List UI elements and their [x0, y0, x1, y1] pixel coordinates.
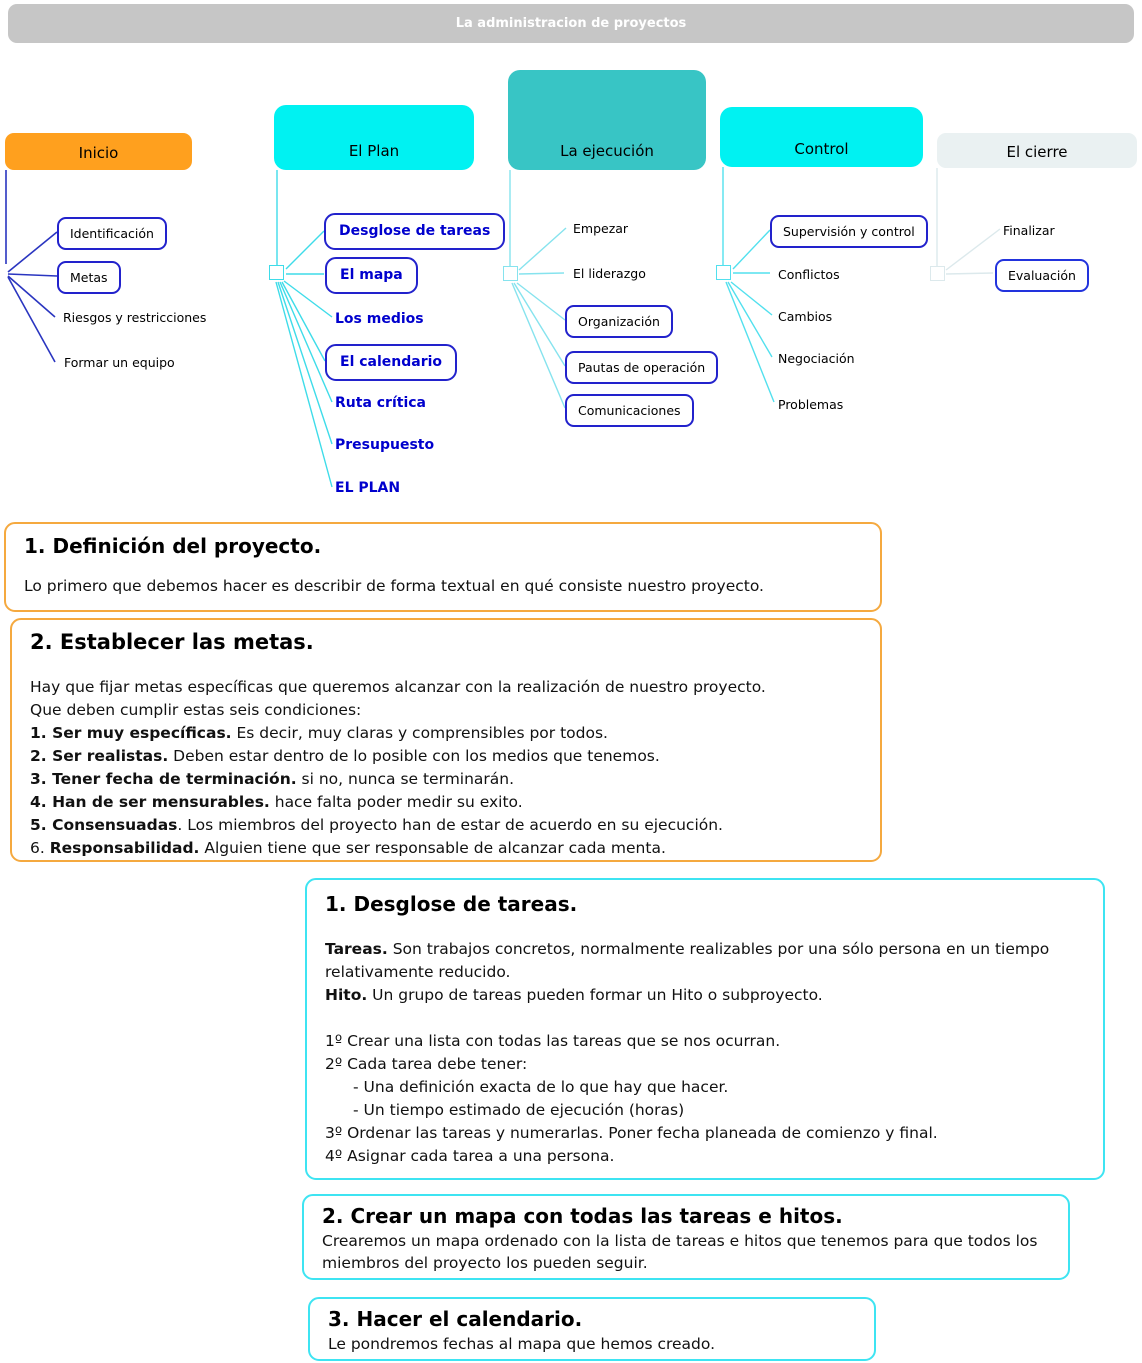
note-hacer-calendario: [308, 1297, 876, 1361]
map-item-evaluacion[interactable]: Evaluación: [995, 259, 1089, 292]
node-el-cierre[interactable]: [937, 133, 1137, 168]
map-item-finalizar[interactable]: Finalizar: [1003, 223, 1055, 238]
connector-node-icon[interactable]: [503, 266, 518, 281]
map-item-identificacion[interactable]: Identificación: [57, 217, 167, 250]
note-title: 3. Hacer el calendario.: [328, 1307, 583, 1331]
note-line: 1. Ser muy específicas. Es decir, muy claras y comprensibles por todos.: [30, 724, 608, 742]
node-inicio[interactable]: [5, 133, 192, 170]
note-line: 6. Responsabilidad. Alguien tiene que ser responsable de alcanzar cada menta.: [30, 839, 666, 857]
map-item-el-calendario[interactable]: El calendario: [325, 344, 457, 381]
map-item-organizacion[interactable]: Organización: [565, 305, 673, 338]
note-line: 2º Cada tarea debe tener:: [325, 1055, 528, 1073]
map-item-negociacion[interactable]: Negociación: [778, 351, 855, 366]
note-title: 2. Establecer las metas.: [30, 630, 314, 654]
note-line: 5. Consensuadas. Los miembros del proyecto han de estar de acuerdo en su ejecución.: [30, 816, 723, 834]
note-line: Tareas. Son trabajos concretos, normalmente realizables por una sólo persona en un tiempo relativamente reducido.: [325, 940, 1050, 981]
note-line: - Un tiempo estimado de ejecución (horas): [353, 1101, 685, 1119]
map-item-comunicaciones[interactable]: Comunicaciones: [565, 394, 694, 427]
note-line: Le pondremos fechas al mapa que hemos creado.: [328, 1335, 716, 1353]
node-inicio-label: Inicio: [78, 144, 119, 162]
note-line: 4º Asignar cada tarea a una persona.: [325, 1147, 615, 1165]
note-line: Crearemos un mapa ordenado con la lista de tareas e hitos que tenemos para que todos los miembros del proyecto los pueden seguir.: [322, 1232, 1038, 1272]
map-item-el-liderazgo[interactable]: El liderazgo: [573, 266, 646, 281]
note-line: [325, 1007, 1085, 1030]
node-la-ejecucion-label: La ejecución: [560, 142, 654, 160]
map-item-formar-equipo[interactable]: Formar un equipo: [64, 355, 175, 370]
node-el-plan[interactable]: [274, 105, 474, 170]
page-title: La administracion de proyectos: [455, 16, 687, 31]
map-item-desglose-tareas[interactable]: Desglose de tareas: [324, 213, 505, 250]
map-item-el-plan[interactable]: EL PLAN: [335, 480, 401, 496]
node-control[interactable]: [720, 107, 923, 167]
note-title: 1. Definición del proyecto.: [24, 534, 322, 558]
map-item-presupuesto[interactable]: Presupuesto: [335, 437, 435, 453]
node-el-plan-label: El Plan: [348, 142, 400, 160]
connector-node-icon[interactable]: [930, 266, 945, 281]
note-line: Hito. Un grupo de tareas pueden formar un Hito o subproyecto.: [325, 986, 823, 1004]
connector-node-icon[interactable]: [716, 265, 731, 280]
map-item-metas[interactable]: Metas: [57, 261, 121, 294]
note-line: Lo primero que debemos hacer es describir de forma textual en qué consiste nuestro proyecto.: [24, 577, 764, 595]
note-desglose-tareas: [305, 878, 1105, 1180]
note-line: - Una definición exacta de lo que hay que hacer.: [353, 1078, 729, 1096]
note-establecer-metas: [10, 618, 882, 862]
node-la-ejecucion[interactable]: [508, 70, 706, 170]
map-item-supervision-control[interactable]: Supervisión y control: [770, 215, 928, 248]
map-item-los-medios[interactable]: Los medios: [335, 311, 424, 327]
map-item-cambios[interactable]: Cambios: [778, 309, 833, 324]
note-crear-mapa: [302, 1194, 1070, 1280]
note-line: 3º Ordenar las tareas y numerarlas. Poner fecha planeada de comienzo y final.: [325, 1124, 938, 1142]
note-line: 4. Han de ser mensurables. hace falta poder medir su exito.: [30, 793, 523, 811]
map-item-conflictos[interactable]: Conflictos: [778, 267, 840, 282]
map-item-el-mapa[interactable]: El mapa: [325, 257, 418, 294]
map-item-pautas-operacion[interactable]: Pautas de operación: [565, 351, 718, 384]
map-item-riesgos[interactable]: Riesgos y restricciones: [63, 310, 207, 325]
note-line: Hay que fijar metas específicas que queremos alcanzar con la realización de nuestro proyecto.: [30, 678, 766, 696]
note-line: 2. Ser realistas. Deben estar dentro de lo posible con los medios que tenemos.: [30, 747, 660, 765]
map-item-empezar[interactable]: Empezar: [573, 221, 629, 236]
note-title: 2. Crear un mapa con todas las tareas e hitos.: [322, 1204, 843, 1228]
map-item-ruta-critica[interactable]: Ruta crítica: [335, 395, 426, 411]
note-line: 1º Crear una lista con todas las tareas que se nos ocurran.: [325, 1032, 781, 1050]
connector-node-icon[interactable]: [269, 265, 284, 280]
note-title: 1. Desglose de tareas.: [325, 892, 578, 916]
note-definicion-proyecto: [4, 522, 882, 612]
note-line: 3. Tener fecha de terminación. si no, nunca se terminarán.: [30, 770, 515, 788]
note-line: Que deben cumplir estas seis condiciones:: [30, 701, 362, 719]
node-el-cierre-label: El cierre: [1006, 143, 1068, 161]
map-item-problemas[interactable]: Problemas: [778, 397, 844, 412]
node-control-label: Control: [794, 140, 849, 158]
